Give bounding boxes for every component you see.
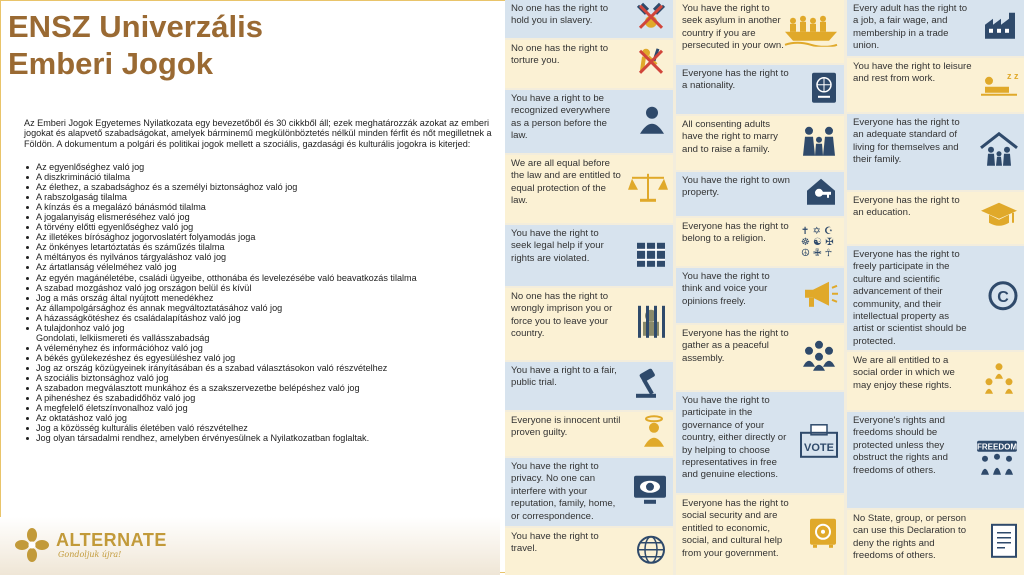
rights-list-item: Az ártatlanság vélelméhez való jog: [24, 262, 500, 272]
rights-card: [505, 412, 673, 456]
scales-icon: [628, 170, 668, 208]
crowd-icon: [799, 338, 839, 376]
rights-card: [847, 412, 1024, 508]
rights-list-item: Gondolati, lelkiismereti és vallásszabadság: [36, 332, 210, 343]
rights-card-text: You have a right to a fair, public trial.: [511, 365, 617, 389]
rights-card-text: Everyone is innocent until proven guilty.: [511, 415, 621, 439]
rights-card: [676, 268, 844, 323]
rights-list-item: A kínzás és a megalázó bánásmód tilalma: [24, 202, 500, 212]
rights-list-item: Az állampolgársághoz és annak megváltoztatásához való jog: [24, 303, 500, 313]
rights-card: [847, 58, 1024, 112]
rights-card-text: Everyone has the right to an adequate standard of living for themselves and their family.: [853, 117, 960, 166]
rights-infographic: [505, 0, 1024, 575]
rights-card: [505, 362, 673, 410]
rights-card: [505, 528, 673, 575]
svg-text:☮ ✙ ☥: ☮ ✙ ☥: [801, 247, 833, 258]
rights-card: [505, 40, 673, 88]
rights-card-text: Everyone's rights and freedoms should be protected unless they obstruct the rights and freedoms of others.: [853, 415, 948, 476]
rights-card-text: Everyone has the right to belong to a religion.: [682, 221, 789, 245]
rights-list-item: A szabad mozgáshoz való jog országon belül és kívül: [24, 283, 500, 293]
rights-list-item: A diszkrimináció tilalma: [24, 172, 500, 182]
svg-text:C: C: [997, 288, 1009, 306]
page-title: [8, 8, 263, 82]
rights-card: [847, 510, 1024, 575]
rights-card-text: Everyone has the right to freely participate in the culture and scientific advancement of their community, and their intellectual property as artist or scientist should be protected.: [853, 249, 967, 347]
rights-list-item: A véleményhez és információhoz való jog: [24, 343, 500, 353]
rights-card: [847, 0, 1024, 56]
rights-card-text: No one has the right to wrongly imprison you or force you to leave your country.: [511, 291, 613, 340]
rights-card-text: You have the right to seek asylum in another country if you are persecuted in your own.: [682, 3, 784, 52]
rights-list-item: A békés gyülekezéshez és egyesüléshez való jog: [24, 353, 500, 363]
rights-card: [847, 352, 1024, 410]
freedom-icon: [975, 439, 1019, 481]
rights-card: [676, 495, 844, 575]
rights-list-item: Jog az ország közügyeinek irányításában és a szabad választásokon való részvételhez: [24, 363, 500, 373]
svg-text:☸ ☯ ✠: ☸ ☯ ✠: [801, 236, 834, 248]
rights-card: [676, 325, 844, 390]
rights-card: [847, 192, 1024, 244]
svg-text:VOTE: VOTE: [804, 441, 834, 454]
home-family-icon: [979, 132, 1019, 172]
rights-list-item: A szociális biztonsághoz való jog: [24, 373, 500, 383]
page-title-line-2: Emberi Jogok: [8, 46, 213, 81]
rights-card: [847, 114, 1024, 190]
rights-card-text: Everyone has the right to social security and are entitled to economic, social, and cultural help from your government.: [682, 498, 789, 559]
rights-card-text: Everyone has the right to a nationality.: [682, 68, 789, 92]
rights-card: [505, 288, 673, 360]
rights-card-text: You have the right to seek legal help if your rights are violated.: [511, 228, 604, 264]
rights-list-item: Az önkényes letartóztatás és száműzés tilalma: [24, 242, 500, 252]
rights-list-item: A jogalanyiság elismeréséhez való jog: [24, 212, 500, 222]
rights-list-item: Az oktatáshoz való jog: [24, 413, 500, 423]
rights-card: [847, 246, 1024, 350]
rights-list-item: A törvény előtti egyenlőséghez való jog: [24, 222, 500, 232]
broken-chains-icon: [634, 0, 668, 38]
graduation-cap-icon: [979, 201, 1019, 235]
rights-card-text: You have the right to participate in the governance of your country, either directly or by helping to choose representatives in free and genuine elections.: [682, 395, 787, 481]
gavel-icon: [632, 369, 668, 403]
rights-card: [676, 65, 844, 114]
innocent-person-icon: [640, 415, 668, 453]
house-key-icon: [803, 175, 839, 213]
rights-card-text: We are all entitled to a social order in which we may enjoy these rights.: [853, 355, 955, 391]
rights-list-item: Az élethez, a szabadsághoz és a személyi biztonsághoz való jog: [24, 182, 500, 192]
rights-card-text: You have the right to leisure and rest from work.: [853, 61, 972, 85]
rights-card: [505, 90, 673, 153]
rights-card-text: You have the right to own property.: [682, 175, 790, 199]
rights-card-text: Every adult has the right to a job, a fair wage, and membership in a trade union.: [853, 3, 968, 52]
rights-card: [676, 172, 844, 216]
declaration-doc-icon: [989, 522, 1019, 562]
rights-card-text: No one has the right to hold you in slavery.: [511, 3, 609, 27]
flower-logo-icon: [14, 527, 50, 563]
factory-icon: [983, 11, 1019, 45]
rights-card: [676, 116, 844, 170]
family-icon: [799, 124, 839, 162]
rights-card-text: You have the right to privacy. No one can interfere with your reputation, family, home, or correspondence.: [511, 461, 616, 522]
rights-list-item: A szabadon megválasztott munkához és a szakszervezetbe belépéshez való jog: [24, 383, 500, 393]
rights-card: [676, 218, 844, 266]
intro-paragraph: Az Emberi Jogok Egyetemes Nyilatkozata egy bevezetőből és 30 cikkből áll; ezek meghatározzák azokat az emberi jogokat és alapvető szabadságokat, amelyek bárminemű megkülönböztetés nélkül minden férfit és nőt megilletnek a Földön. A dokumentum a polgári és politikai jogok mellett a szociális, gazdasági és kulturális jogokra is kiterjed:: [24, 118, 492, 149]
religion-symbols-icon: [799, 222, 839, 262]
rights-list-item: Az egyenlőséghez való jog: [24, 162, 500, 172]
rest-icon: [979, 67, 1019, 103]
rights-card: [505, 0, 673, 38]
rights-card-text: You have the right to think and voice your opinions freely.: [682, 271, 770, 307]
globe-icon: [634, 532, 668, 570]
rights-card-text: No one has the right to torture you.: [511, 43, 609, 67]
rights-list-item: Jog olyan társadalmi rendhez, amelyben érvényesülnek a Nyilatkozatban foglaltak.: [24, 433, 500, 443]
rights-list-item: A tulajdonhoz való jog: [24, 323, 500, 333]
text-panel: [0, 0, 500, 575]
rights-list-item: Az egyén magánéletébe, családi ügyeibe, otthonába és levelezésébe való beavatkozás tilalma: [24, 273, 500, 283]
svg-text:FREEDOM: FREEDOM: [977, 442, 1017, 452]
prison-bars-icon: [634, 304, 668, 344]
rights-card: [676, 392, 844, 493]
rights-card-text: All consenting adults have the right to marry and to raise a family.: [682, 119, 778, 155]
alternate-logo: [14, 527, 167, 563]
megaphone-icon: [801, 277, 839, 313]
rights-card: [505, 458, 673, 526]
rights-card: [505, 155, 673, 223]
copyright-icon: [987, 280, 1019, 316]
rights-list-item: Az illetékes bírósághoz jogorvoslatért folyamodás joga: [24, 232, 500, 242]
law-books-icon: [634, 236, 668, 274]
rights-card: [676, 0, 844, 63]
rights-list-item: A méltányos és nyilvános tárgyaláshoz való jog: [24, 252, 500, 262]
rights-card-text: You have a right to be recognized everywhere as a person before the law.: [511, 93, 611, 142]
rights-list-item: A rabszolgaság tilalma: [24, 192, 500, 202]
brand-name: ALTERNATE: [56, 529, 167, 550]
svg-text:✝ ✡ ☪: ✝ ✡ ☪: [801, 225, 834, 237]
rights-card-text: We are all equal before the law and are entitled to equal protection of the law.: [511, 158, 621, 207]
rights-card-text: No State, group, or person can use this Declaration to deny the rights and freedoms of others.: [853, 513, 967, 562]
rights-card-text: You have the right to travel.: [511, 531, 599, 555]
rights-list-item: A pihenéshez és szabadidőhöz való jog: [24, 393, 500, 403]
brand-tagline: Gondoljuk újra!: [58, 549, 122, 559]
rights-list: [24, 162, 500, 443]
safe-icon: [807, 516, 839, 554]
rights-card-text: Everyone has the right to gather as a peaceful assembly.: [682, 328, 789, 364]
rights-card-text: Everyone has the right to an education.: [853, 195, 960, 219]
privacy-eye-icon: [632, 474, 668, 510]
person-icon: [636, 103, 668, 139]
rights-list-item: A házasságkötéshez és családalapításhoz való jog: [24, 313, 500, 323]
rights-list-item: Jog a közösség kulturális életében való részvételhez: [24, 423, 500, 433]
passport-icon: [809, 70, 839, 108]
vote-box-icon: [799, 422, 839, 462]
rights-card: [505, 225, 673, 286]
rights-list-item: A megfelelő életszínvonalhoz való jog: [24, 403, 500, 413]
page-title-line-1: ENSZ Univerzális: [8, 9, 263, 44]
rights-list-item: Jog a más ország által nyújtott menedékhez: [24, 293, 500, 303]
no-torture-icon: [634, 45, 668, 83]
svg-text:z z: z z: [1007, 70, 1019, 81]
people-order-icon: [979, 362, 1019, 400]
